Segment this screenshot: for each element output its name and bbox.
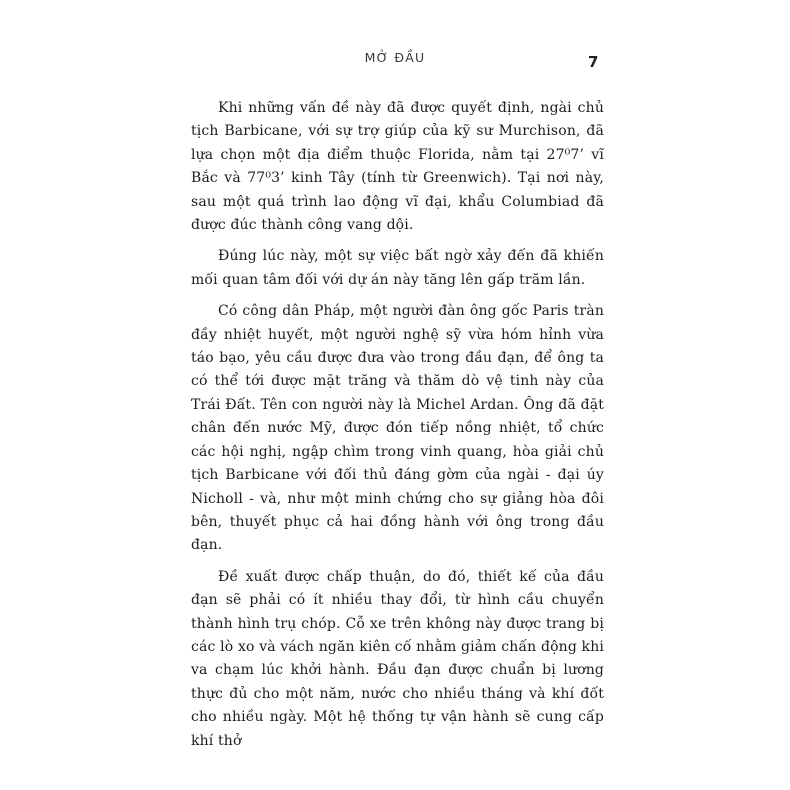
paragraph-unexpected-event: Đúng lúc này, một sự việc bất ngờ xảy đến đã khiến mối quan tâm đối với dự án này tăng lên gấp trăm lần.	[191, 248, 604, 288]
body-text	[191, 97, 604, 753]
paragraph-michel-ardan: Có công dân Pháp, một người đàn ông gốc Paris tràn đầy nhiệt huyết, một người nghệ sỹ vừa hóm hỉnh vừa táo bạo, yêu cầu được đưa vào trong đầu đạn, để ông ta có thể tới được mặt trăng và thăm dò vệ tinh này của Trái Đất. Tên con người này là Michel Ardan. Ông đã đặt chân đến nước Mỹ, được đón tiếp nồng nhiệt, tổ chức các hội nghị, ngập chìm trong vinh quang, hòa giải chủ tịch Barbicane với đối thủ đáng gờm của ngài - đại úy Nicholl - và, như một minh chứng cho sự giảng hòa đôi bên, thuyết phục cả hai đồng hành với ông trong đầu đạn.	[191, 303, 604, 554]
page-number: 7	[588, 53, 599, 71]
paragraph-launch-site: Khi những vấn đề này đã được quyết định, ngài chủ tịch Barbicane, với sự trợ giúp của kỹ sư Murchison, đã lựa chọn một địa điểm thuộc Florida, nằm tại 27⁰7’ vĩ Bắc và 77⁰3’ kinh Tây (tính từ Greenwich). Tại nơi này, sau một quá trình lao động vĩ đại, khẩu Columbiad đã được đúc thành công vang dội.	[191, 100, 604, 234]
paragraph-projectile-design: Đề xuất được chấp thuận, do đó, thiết kế của đầu đạn sẽ phải có ít nhiều thay đổi, từ hình cầu chuyển thành hình trụ chóp. Cỗ xe trên không này được trang bị các lò xo và vách ngăn kiên cố nhằm giảm chấn động khi va chạm lúc khởi hành. Đầu đạn được chuẩn bị lương thực đủ cho một năm, nước cho nhiều tháng và khí đốt cho nhiều ngày. Một hệ thống tự vận hành sẽ cung cấp khí thở	[191, 568, 604, 749]
running-head: MỞ ĐẦU	[364, 50, 426, 65]
